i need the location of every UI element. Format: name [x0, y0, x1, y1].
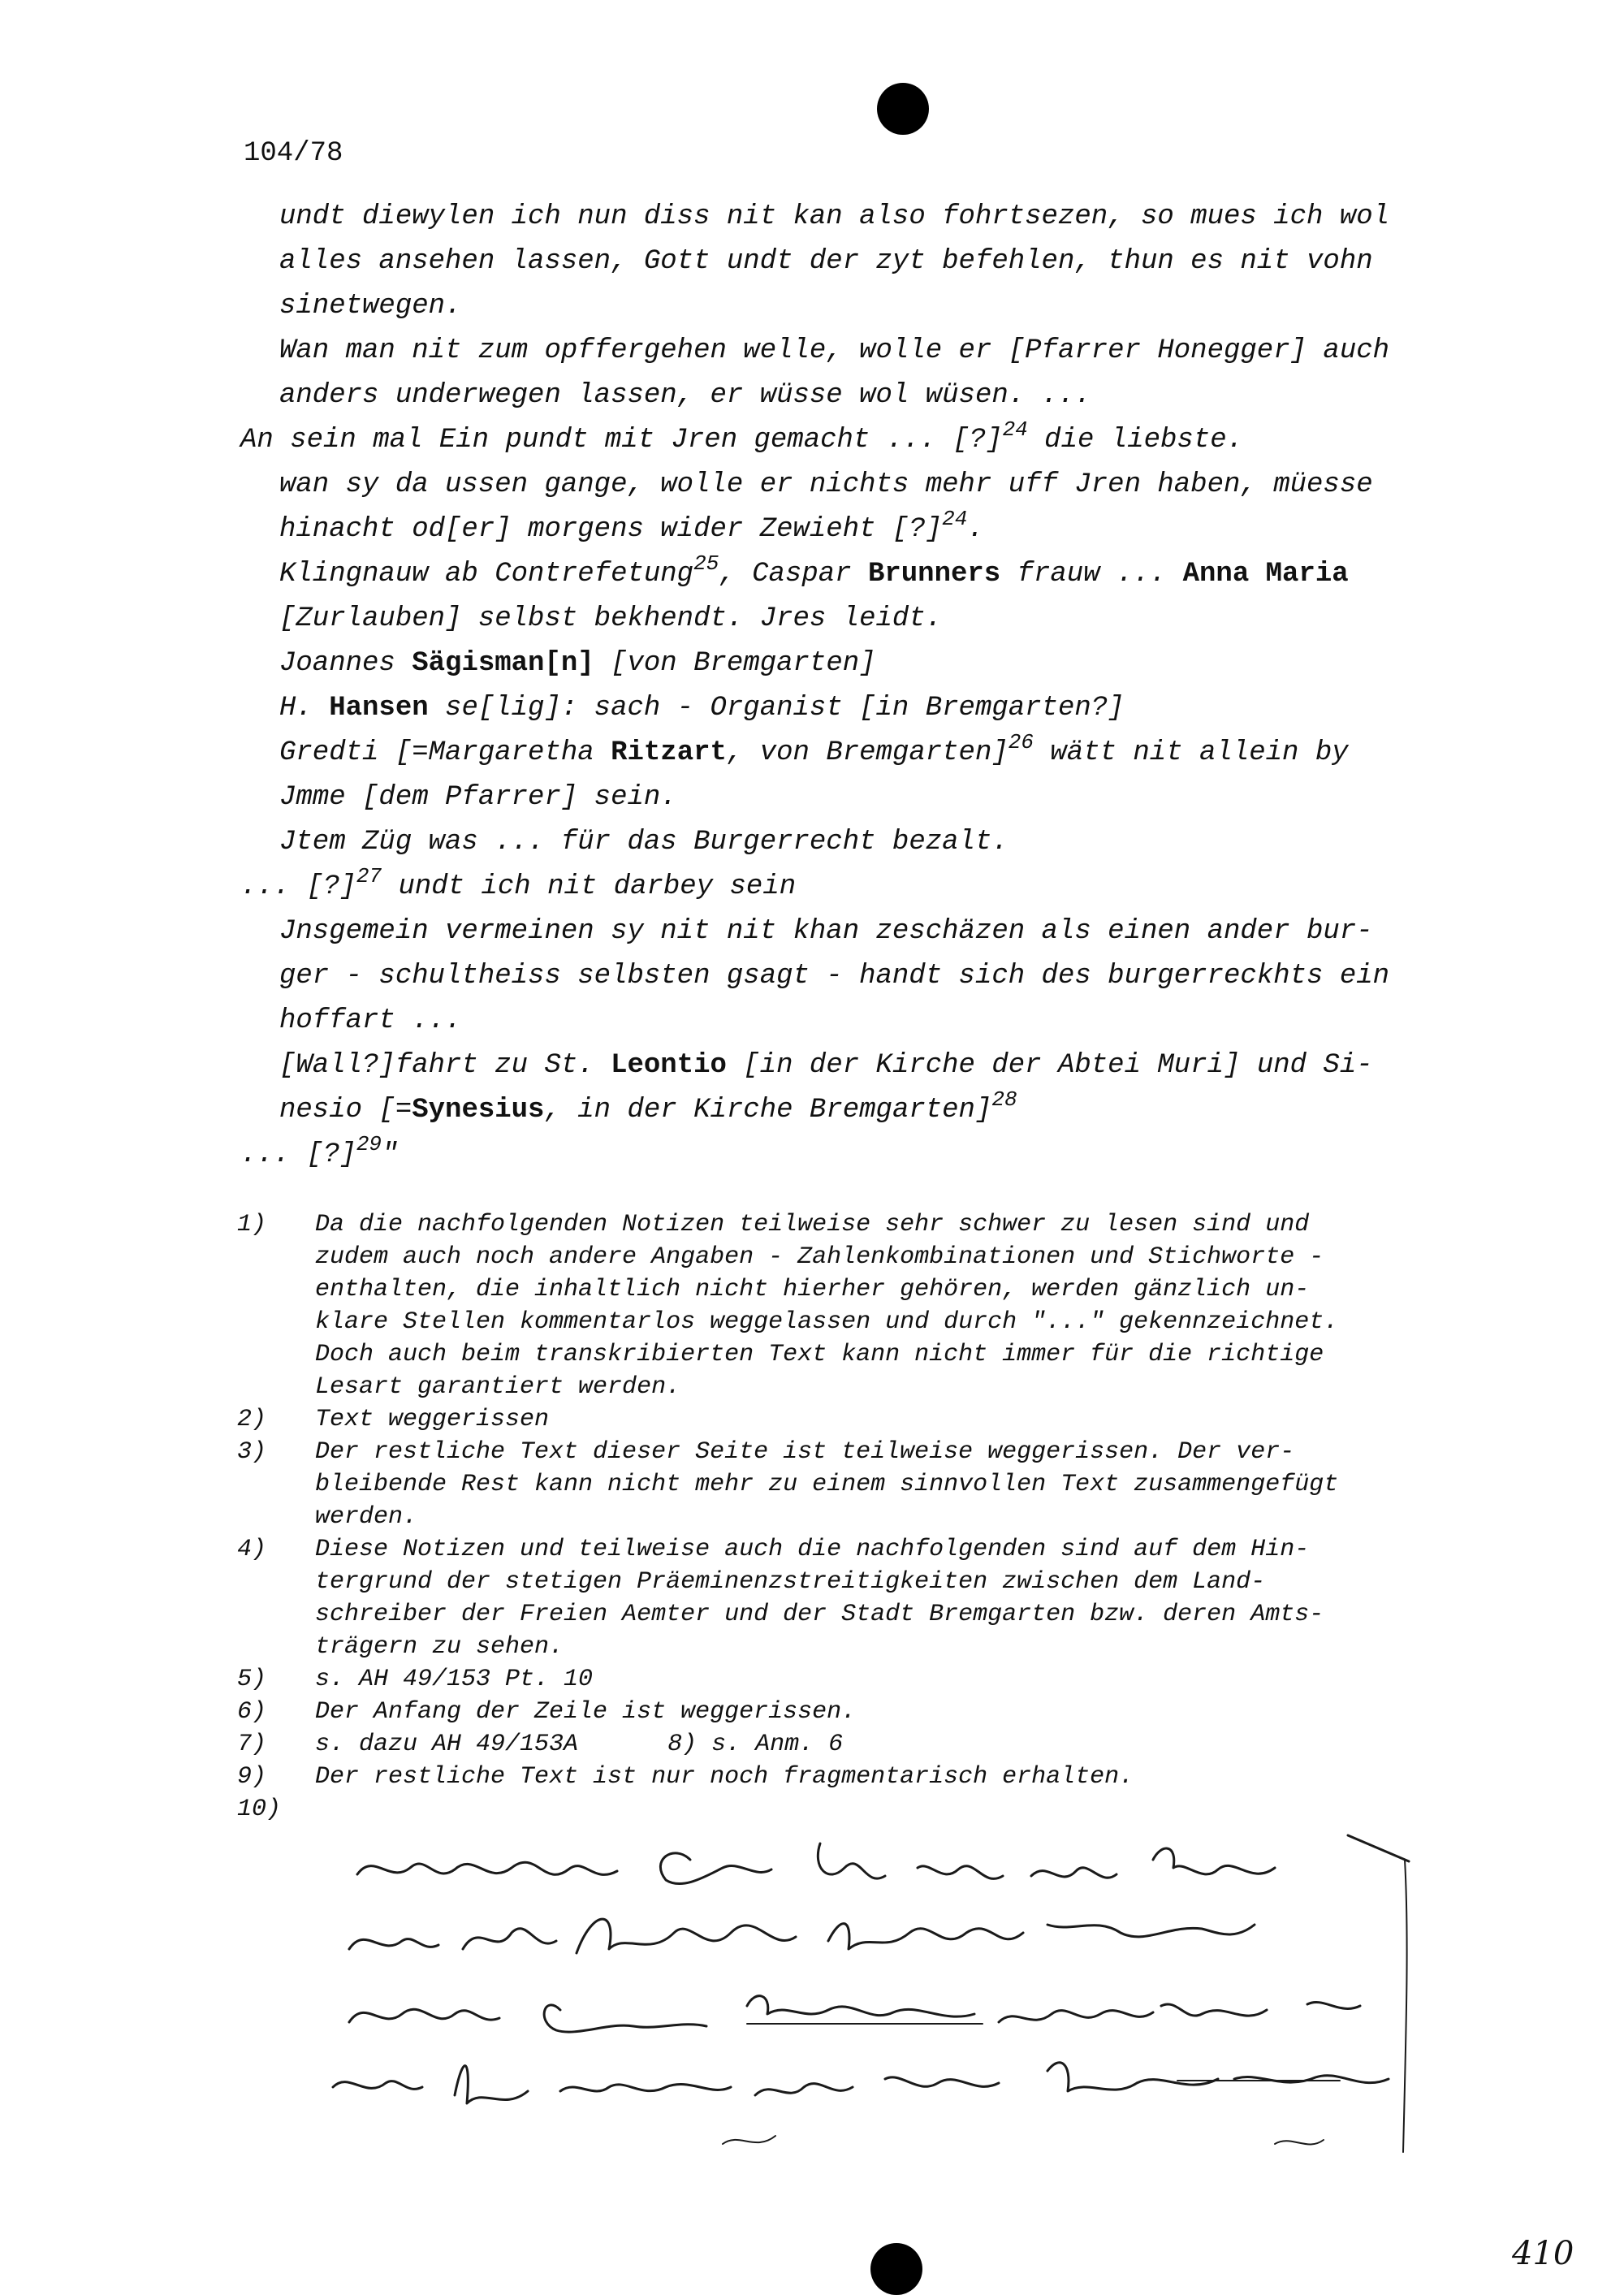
transcription-line: Jtem Züg was ... für das Burgerrecht bezalt.	[279, 827, 1009, 858]
footnote-number: 3)	[237, 1438, 267, 1466]
footnote-inline-extra: 8) s. Anm. 6	[667, 1731, 844, 1758]
footnote-text: Da die nachfolgenden Notizen teilweise sehr schwer zu lesen sind und zudem auch noch andere Angaben - Zahlenkombinationen und Stichworte - enthalten, die inhaltlich nicht hierher gehören, werden gänzlich un- klare Stellen kommentarlos weggelassen und durch "..." gekennzeichnet. Doch auch beim transkribierten Text kann nicht immer für die richtige Lesart garantiert werden.	[315, 1211, 1339, 1401]
footnote	[237, 1436, 1488, 1533]
footnote-number: 2)	[237, 1406, 267, 1433]
transcription-line: ... [?]$^{29}$"	[240, 1132, 399, 1170]
footnote-text: Der restliche Text ist nur noch fragmentarisch erhalten.	[315, 1763, 1134, 1791]
transcription-line: hoffart ...	[279, 1005, 462, 1036]
transcription-line: hinacht od[er] morgens wider Zewieht [?]$^{24}$.	[279, 507, 984, 545]
transcription-line: Wan man nit zum opffergehen welle, wolle er [Pfarrer Honegger] auch	[279, 335, 1390, 366]
transcription-line: sinetwegen.	[279, 291, 462, 322]
transcription-line: undt diewylen ich nun diss nit kan also fohrtsezen, so mues ich wol	[279, 201, 1390, 232]
footnote-number: 1)	[237, 1211, 267, 1238]
transcription-line: Jmme [dem Pfarrer] sein.	[279, 782, 677, 813]
transcription-line: alles ansehen lassen, Gott undt der zyt befehlen, thun es nit vohn	[279, 246, 1373, 277]
footnote-number: 5)	[237, 1666, 267, 1693]
transcription-line: An sein mal Ein pundt mit Jren gemacht ... [?]$^{24}$ die liebste.	[240, 417, 1244, 456]
footnote-number: 6)	[237, 1698, 267, 1726]
page-reference: 104/78	[244, 138, 343, 169]
footnote	[237, 1533, 1488, 1663]
footnote-number: 10)	[237, 1796, 282, 1823]
transcription-line: ... [?]$^{27}$ undt ich nit darbey sein	[240, 864, 797, 902]
footnote	[237, 1696, 1488, 1728]
transcription-line: Jnsgemein vermeinen sy nit nit khan zeschäzen als einen ander bur-	[279, 916, 1373, 947]
footnote-text: Diese Notizen und teilweise auch die nachfolgenden sind auf dem Hin- tergrund der stetigen Präeminenzstreitigkeiten zwischen dem Land- schreiber der Freien Aemter und der Stadt Bremgarten bzw. deren Amts- trägern zu sehen.	[315, 1536, 1324, 1661]
transcription-line: ger - schultheiss selbsten gsagt - handt sich des burgerreckhts ein	[279, 961, 1390, 992]
footnote	[237, 1403, 1488, 1436]
transcription-text	[240, 195, 1475, 1178]
footnote-number: 7)	[237, 1731, 267, 1758]
footnote	[237, 1761, 1488, 1793]
page-number: 410	[1512, 2235, 1574, 2272]
transcription-line: Gredti [=Margaretha Ritzart, von Bremgarten]$^{26}$ wätt nit allein by	[279, 730, 1349, 768]
footnote-text: Text weggerissen	[315, 1406, 550, 1433]
handwritten-facsimile	[268, 1811, 1421, 2168]
footnote-number: 9)	[237, 1763, 267, 1791]
transcription-line: nesio [=Synesius, in der Kirche Bremgarten]$^{28}$	[279, 1087, 1017, 1126]
footnote-text: s. AH 49/153 Pt. 10	[315, 1666, 594, 1693]
transcription-line: H. Hansen se[lig]: sach - Organist [in Bremgarten?]	[279, 693, 1125, 724]
punch-hole-bottom	[870, 2243, 922, 2295]
transcription-line: Joannes Sägisman[n] [von Bremgarten]	[279, 648, 876, 679]
transcription-line: Klingnauw ab Contrefetung$^{25}$, Caspar Brunners frauw ... Anna Maria	[279, 551, 1349, 590]
footnote	[237, 1728, 1488, 1761]
footnotes	[237, 1208, 1488, 1826]
transcription-line: anders underwegen lassen, er wüsse wol wüsen. ...	[279, 380, 1091, 411]
punch-hole-top	[877, 83, 929, 135]
footnote	[237, 1208, 1488, 1403]
footnote-text: Der Anfang der Zeile ist weggerissen.	[315, 1698, 857, 1726]
transcription-line: [Wall?]fahrt zu St. Leontio [in der Kirche der Abtei Muri] und Si-	[279, 1050, 1373, 1081]
transcription-line: wan sy da ussen gange, wolle er nichts mehr uff Jren haben, müesse	[279, 469, 1373, 500]
footnote-number: 4)	[237, 1536, 267, 1563]
footnote	[237, 1663, 1488, 1696]
transcription-line: [Zurlauben] selbst bekhendt. Jres leidt.	[279, 603, 943, 634]
footnote-text: Der restliche Text dieser Seite ist teilweise weggerissen. Der ver- bleibende Rest kann nicht mehr zu einem sinnvollen Text zusammengefügt werden.	[315, 1438, 1339, 1531]
footnote-text: s. dazu AH 49/153A 8) s. Anm. 6	[315, 1731, 844, 1758]
